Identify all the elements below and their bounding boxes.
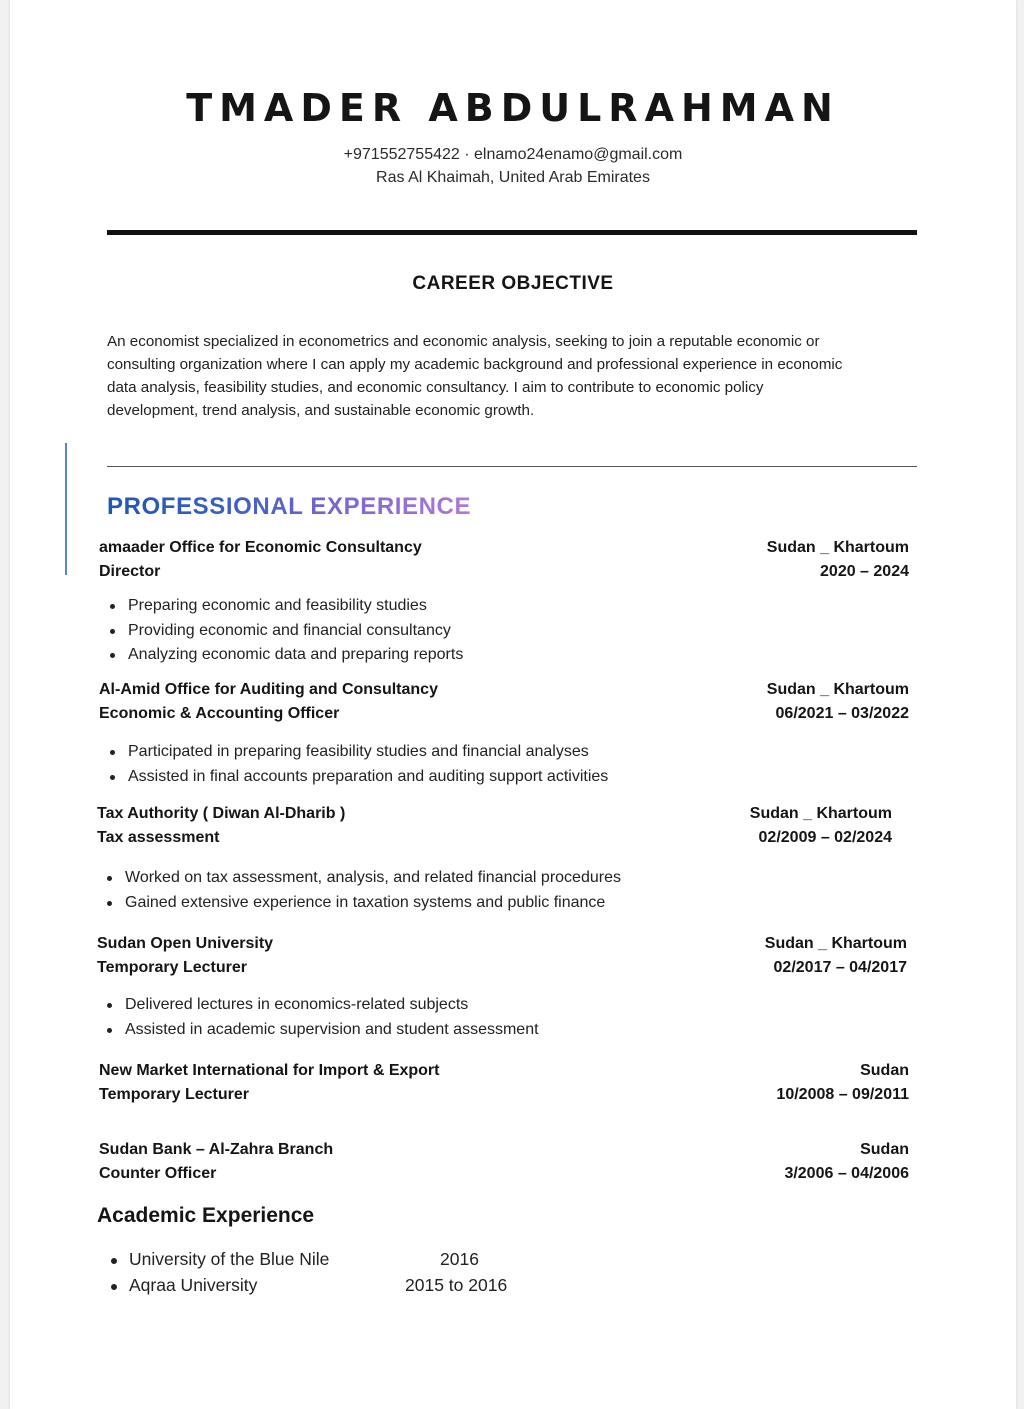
job-role: Temporary Lecturer xyxy=(99,1085,249,1103)
job-location: Sudan xyxy=(860,1141,909,1158)
list-item: Delivered lectures in economics-related subjects xyxy=(104,993,539,1018)
job-header xyxy=(99,536,422,583)
job-company: amaader Office for Economic Consultancy xyxy=(99,539,422,556)
job-bullets xyxy=(107,740,608,789)
objective-text xyxy=(107,330,922,422)
candidate-name: TMADER ABDULRAHMAN xyxy=(186,86,840,130)
academic-years: 2015 to 2016 xyxy=(405,1275,508,1295)
academic-university: Aqraa University xyxy=(129,1275,258,1295)
experience-title: PROFESSIONAL EXPERIENCE xyxy=(107,493,472,520)
job-company: Sudan Open University xyxy=(97,935,274,952)
location-line: Ras Al Khaimah, United Arab Emirates xyxy=(376,169,650,186)
job-meta xyxy=(767,536,909,583)
job-meta xyxy=(784,1138,909,1185)
contact-line: +971552755422 · elnamo24enamo@gmail.com xyxy=(343,146,683,163)
job-dates: 10/2008 – 09/2011 xyxy=(776,1085,909,1103)
job-header xyxy=(99,678,438,725)
job-location: Sudan _ Khartoum xyxy=(764,935,907,952)
academic-item xyxy=(107,1275,567,1299)
job-header xyxy=(99,1059,439,1106)
job-role: Economic & Accounting Officer xyxy=(99,704,340,722)
job-dates: 06/2021 – 03/2022 xyxy=(775,704,909,722)
list-item: Analyzing economic data and preparing reports xyxy=(107,643,463,668)
list-item: Assisted in academic supervision and student assessment xyxy=(104,1018,539,1043)
margin-marker xyxy=(65,443,67,575)
job-company: Al-Amid Office for Auditing and Consultancy xyxy=(99,681,438,698)
list-item: Assisted in final accounts preparation and auditing support activities xyxy=(107,765,608,790)
job-location: Sudan _ Khartoum xyxy=(766,539,909,556)
job-role: Director xyxy=(99,562,161,580)
section-divider xyxy=(107,466,917,467)
job-company: New Market International for Import & Export xyxy=(99,1062,440,1079)
academic-item xyxy=(107,1249,567,1273)
job-meta xyxy=(767,678,909,725)
list-item: Providing economic and financial consultancy xyxy=(107,619,463,644)
job-location: Sudan _ Khartoum xyxy=(766,681,909,698)
job-meta xyxy=(750,802,892,849)
list-item: Participated in preparing feasibility studies and financial analyses xyxy=(107,740,608,765)
job-bullets xyxy=(104,866,621,915)
job-role: Tax assessment xyxy=(97,828,220,846)
academic-years: 2016 xyxy=(440,1249,479,1269)
job-header xyxy=(97,932,273,979)
job-dates: 02/2017 – 04/2017 xyxy=(773,958,907,976)
job-meta xyxy=(765,932,907,979)
job-company: Sudan Bank – Al-Zahra Branch xyxy=(99,1141,334,1158)
job-bullets xyxy=(104,993,539,1042)
job-meta xyxy=(776,1059,909,1106)
job-dates: 02/2009 – 02/2024 xyxy=(758,828,892,846)
job-company: Tax Authority ( Diwan Al-Dharib ) xyxy=(97,805,346,822)
job-dates: 3/2006 – 04/2006 xyxy=(784,1164,909,1182)
header-divider xyxy=(107,230,917,235)
resume-page xyxy=(10,0,1016,1409)
job-header xyxy=(99,1138,333,1185)
objective-line: consulting organization where I can apply my academic background and professional experience in economic xyxy=(107,356,843,373)
academic-title: Academic Experience xyxy=(97,1204,315,1227)
objective-line: development, trend analysis, and sustainable economic growth. xyxy=(107,402,535,419)
objective-title: CAREER OBJECTIVE xyxy=(412,273,614,294)
academic-university: University of the Blue Nile xyxy=(129,1249,330,1269)
job-location: Sudan _ Khartoum xyxy=(749,805,892,822)
job-location: Sudan xyxy=(860,1062,909,1079)
job-dates: 2020 – 2024 xyxy=(820,562,909,580)
list-item: Worked on tax assessment, analysis, and related financial procedures xyxy=(104,866,621,891)
list-item: Preparing economic and feasibility studies xyxy=(107,594,463,619)
bullet-dot xyxy=(111,1258,117,1264)
job-bullets xyxy=(107,594,463,668)
objective-line: data analysis, feasibility studies, and economic consultancy. I aim to contribute to economic policy xyxy=(107,379,764,396)
job-header xyxy=(97,802,345,849)
job-role: Temporary Lecturer xyxy=(97,958,247,976)
list-item: Gained extensive experience in taxation systems and public finance xyxy=(104,891,621,916)
objective-line: An economist specialized in econometrics and economic analysis, seeking to join a reputable economic or xyxy=(107,333,820,350)
job-role: Counter Officer xyxy=(99,1164,217,1182)
bullet-dot xyxy=(111,1284,117,1290)
